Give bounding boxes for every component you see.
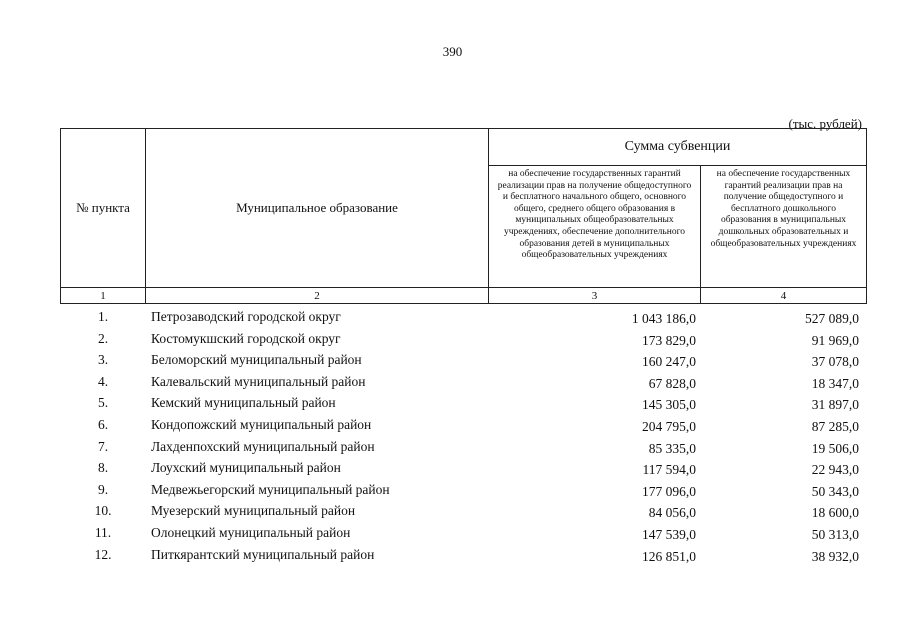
row-sum-general: 1 043 186,0 — [631, 311, 696, 326]
page-number: 390 — [442, 44, 463, 59]
row-municipality: Кемский муниципальный район — [151, 395, 336, 411]
row-sum-preschool: 37 078,0 — [811, 354, 859, 370]
table-row — [60, 458, 867, 480]
row-municipality: Медвежьегорский муниципальный район — [151, 481, 390, 497]
row-number: 6. — [97, 416, 109, 432]
row-sum-preschool: 22 943,0 — [811, 462, 859, 478]
row-municipality: Лоухский муниципальный район — [151, 460, 341, 476]
row-number: 5. — [97, 395, 109, 411]
row-sum-general: 67 828,0 — [648, 375, 696, 391]
table-row — [60, 307, 867, 329]
unit-label: (тыс. рублей) — [788, 116, 862, 131]
column-index-1: 1 — [60, 287, 146, 304]
row-number: 12. — [94, 546, 112, 562]
column-index-3: 3 — [488, 287, 701, 304]
row-sum-preschool: 527 089,0 — [805, 311, 859, 326]
row-sum-preschool: 38 932,0 — [811, 548, 859, 564]
row-number: 8. — [97, 460, 109, 476]
header-col-general-education — [488, 165, 701, 288]
row-sum-preschool: 19 506,0 — [811, 440, 859, 456]
row-municipality: Калевальский муниципальный район — [151, 373, 366, 389]
row-sum-preschool: 50 343,0 — [811, 483, 859, 499]
row-sum-general: 147 539,0 — [642, 526, 696, 542]
row-sum-preschool: 18 347,0 — [811, 375, 859, 391]
row-sum-general: 160 247,0 — [642, 354, 696, 370]
row-municipality: Лахденпохский муниципальный район — [151, 438, 375, 454]
row-number: 3. — [97, 352, 109, 368]
row-sum-general: 84 056,0 — [648, 505, 696, 521]
row-sum-general: 173 829,0 — [642, 332, 696, 348]
header-col-preschool-education-text: на обеспечение государственных гарантий реализации прав на получение общедоступного и бесплатного дошкольного образования в муниципальных дошкольных образовательных и общеобразовательных учреждениях — [710, 169, 857, 249]
header-col-number: № пункта — [60, 128, 146, 288]
row-sum-general: 145 305,0 — [642, 397, 696, 413]
row-sum-preschool: 31 897,0 — [811, 397, 859, 413]
column-index-4: 4 — [700, 287, 867, 304]
row-number: 10. — [94, 503, 112, 519]
row-municipality: Костомукшский городской округ — [151, 330, 341, 346]
row-municipality: Кондопожский муниципальный район — [151, 416, 372, 432]
row-municipality: Питкярантский муниципальный район — [151, 546, 375, 562]
row-sum-preschool: 87 285,0 — [811, 418, 859, 434]
row-sum-general: 204 795,0 — [642, 418, 696, 434]
row-number: 11. — [94, 524, 112, 540]
table-row — [60, 393, 867, 415]
table-row — [60, 480, 867, 502]
table-row — [60, 501, 867, 523]
row-number: 4. — [97, 373, 109, 389]
row-sum-preschool: 18 600,0 — [811, 505, 859, 521]
row-sum-general: 117 594,0 — [642, 462, 696, 478]
row-sum-preschool: 50 313,0 — [811, 526, 859, 542]
table-row — [60, 545, 867, 567]
table-row — [60, 350, 867, 372]
table-body — [60, 307, 867, 566]
row-number: 9. — [97, 481, 109, 497]
row-municipality: Беломорский муниципальный район — [151, 352, 362, 368]
table-row — [60, 329, 867, 351]
row-sum-general: 126 851,0 — [642, 548, 696, 564]
header-col-preschool-education — [700, 165, 867, 288]
row-number: 7. — [97, 438, 109, 454]
row-municipality: Петрозаводский городской округ — [151, 309, 341, 324]
column-index-2: 2 — [145, 287, 489, 304]
row-sum-general: 177 096,0 — [642, 483, 696, 499]
table-row — [60, 437, 867, 459]
row-number: 2. — [97, 330, 109, 346]
row-municipality: Муезерский муниципальный район — [151, 503, 356, 519]
table-row — [60, 415, 867, 437]
row-number: 1. — [97, 309, 109, 324]
row-sum-preschool: 91 969,0 — [811, 332, 859, 348]
header-col-subvention-sum: Сумма субвенции — [488, 128, 867, 166]
row-municipality: Олонецкий муниципальный район — [151, 524, 351, 540]
table-row — [60, 523, 867, 545]
header-col-municipality: Муниципальное образование — [145, 128, 489, 288]
header-col-general-education-text: на обеспечение государственных гарантий реализации прав на получение общедоступного и бесплатного начального общего, основного общего, среднего общего образования в муниципальных общеобразовательных учреждениях, обеспечение дополнительного образования детей в муниципальных общеобразовательных учреждениях — [497, 169, 692, 261]
table-row — [60, 372, 867, 394]
row-sum-general: 85 335,0 — [648, 440, 696, 456]
